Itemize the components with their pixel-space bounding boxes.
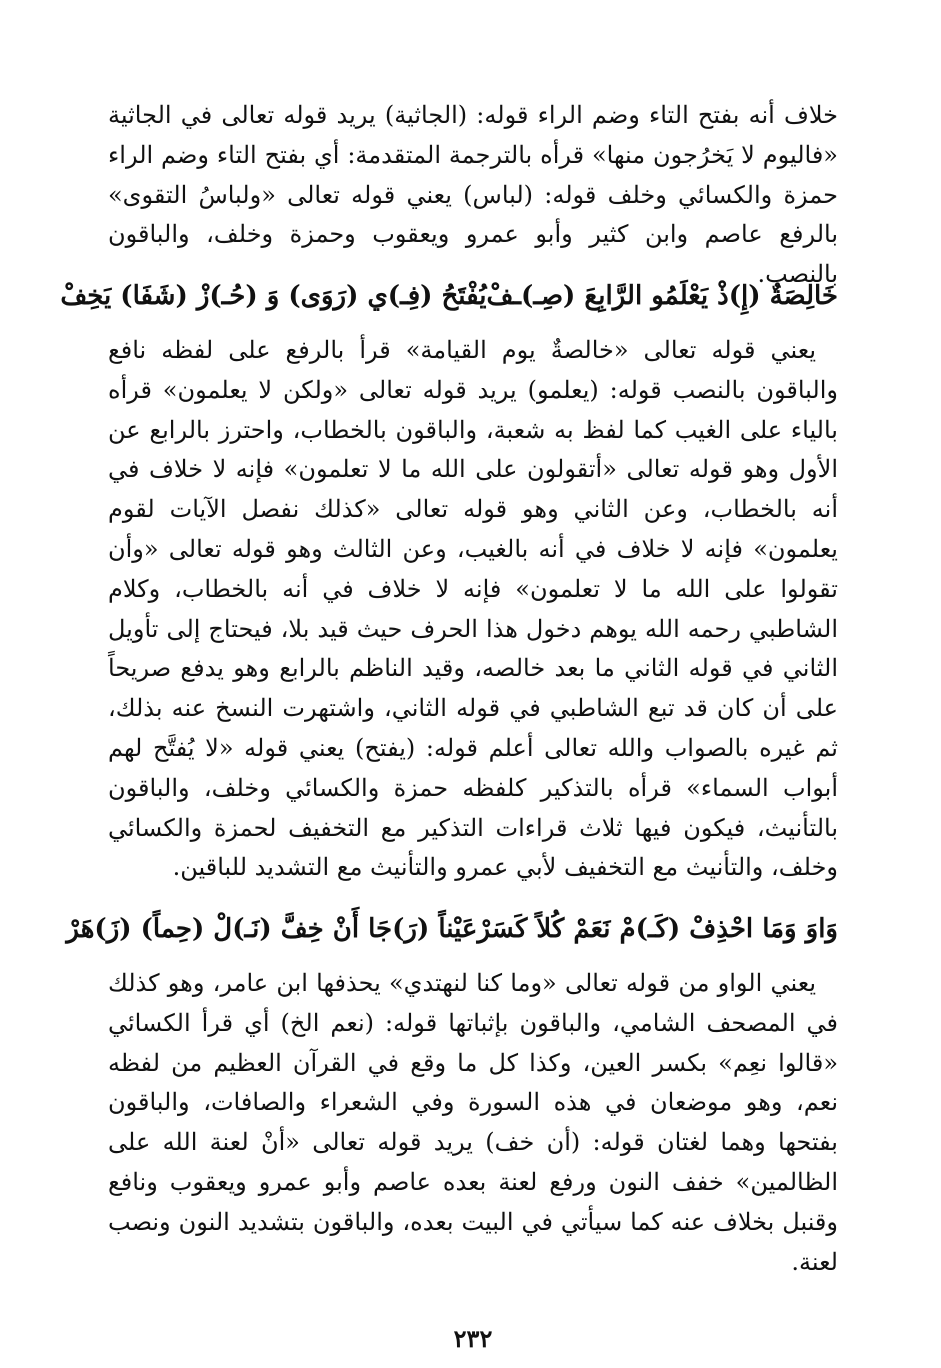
paragraph-1: خلاف أنه بفتح التاء وضم الراء قوله: (الجاثية) يريد قوله تعالى في الجاثية «فاليوم لا يَخرُجون منها» قرأه بالترجمة المتقدمة: أي بفتح التاء وضم الراء حمزة والكسائي وخلف قوله: (لباس) يعني قوله تعالى «ولباسُ التقوى» بالرفع عاصم وابن كثير وأبو عمرو ويعقوب وحمزة وخلف، والباقون بالنصب. bbox=[108, 101, 838, 289]
paragraph-3: يعني الواو من قوله تعالى «وما كنا لنهتدي» يحذفها ابن عامر، وهو كذلك في المصحف الشامي، والباقون بإثباتها قوله: (نعم الخ) أي قرأ الكسائي «قالوا نعِم» بكسر العين، وكذا كل ما وقع في القرآن العظيم من لفظه نعم، وهو موضعان في هذه السورة وفي الشعراء والصافات، والباقون بفتحها وهما لغتان قوله: (أن خف) يريد قوله تعالى «أنْ لعنة الله على الظالمين» خفف النون ورفع لعنة بعده عاصم وأبو عمرو ويعقوب ونافع وقنبل بخلاف عنه كما سيأتي في البيت بعده، والباقون بتشديد النون ونصب لعنة. bbox=[108, 969, 839, 1276]
verse-2-second-hemistich: عَيْناً (رَ)جَا أَنْ خِفَّ (نَـ)لْ (حِماً) (زَ)هَرْ bbox=[66, 914, 478, 944]
page-number: ٢٣٢ bbox=[453, 1324, 493, 1353]
paragraph-2: يعني قوله تعالى «خالصةٌ يوم القيامة» قرأ بالرفع على لفظه نافع والباقون بالنصب قوله: (يعلمو) يريد قوله تعالى «ولكن لا يعلمون» قرأه بالياء على الغيب كما لفظ به شعبة، والباقون بالخطاب، واحترز بالرابع عن الأول وهو قوله تعالى «أتقولون على الله ما لا تعلمون» فإنه لا خلاف في أنه بالخطاب، وعن الثاني وهو قوله تعالى «كذلك نفصل الآيات لقوم يعلمون» فإنه لا خلاف في أنه بالغيب، وعن الثالث وهو قوله تعالى «وأن تقولوا على الله ما لا تعلمون» فإنه لا خلاف في أنه بالخطاب، وكلام الشاطبي رحمه الله يوهم دخول هذا الحرف حيث قيد بلا، فيحتاج إلى تأويل الثاني في قوله الثاني ما بعد خالصه، وقيد الناظم بالرابع وهو يدفع صريحاً على أن كان قد تبع الشاطبي في قوله الثاني، واشتهرت النسخ عنه بذلك، ثم غيره بالصواب والله تعالى أعلم قوله: (يفتح) يعني قوله «لا يُفتَّح لهم أبواب السماء» قرأه بالتذكير كلفظه حمزة والكسائي وخلف، والباقون بالتأنيث، فيكون فيها ثلاث قراءات التذكير مع التخفيف لحمزة والكسائي وخلف، والتأنيث مع التخفيف لأبي عمرو والتأنيث مع التشديد للباقين. bbox=[108, 336, 838, 882]
verse-1 bbox=[60, 265, 838, 327]
page-body bbox=[60, 96, 839, 1353]
verse-1-first-hemistich: خَالِصَةٌ (إِ)ذْ يَعْلَمُو الرَّابِعَ (صِـ)ـفْ bbox=[486, 281, 838, 311]
verse-1-second-hemistich: يُفْتَحُ (فِـ)ي (رَوَى) وَ (حُـ)زْ (شَفَا) يَخِفْ bbox=[60, 281, 487, 311]
verse-2 bbox=[66, 898, 838, 960]
verse-2-first-hemistich: وَاوَ وَمَا احْذِفْ (كَـ)مْ نَعَمْ كُلاً كَسَرْ bbox=[477, 914, 838, 944]
